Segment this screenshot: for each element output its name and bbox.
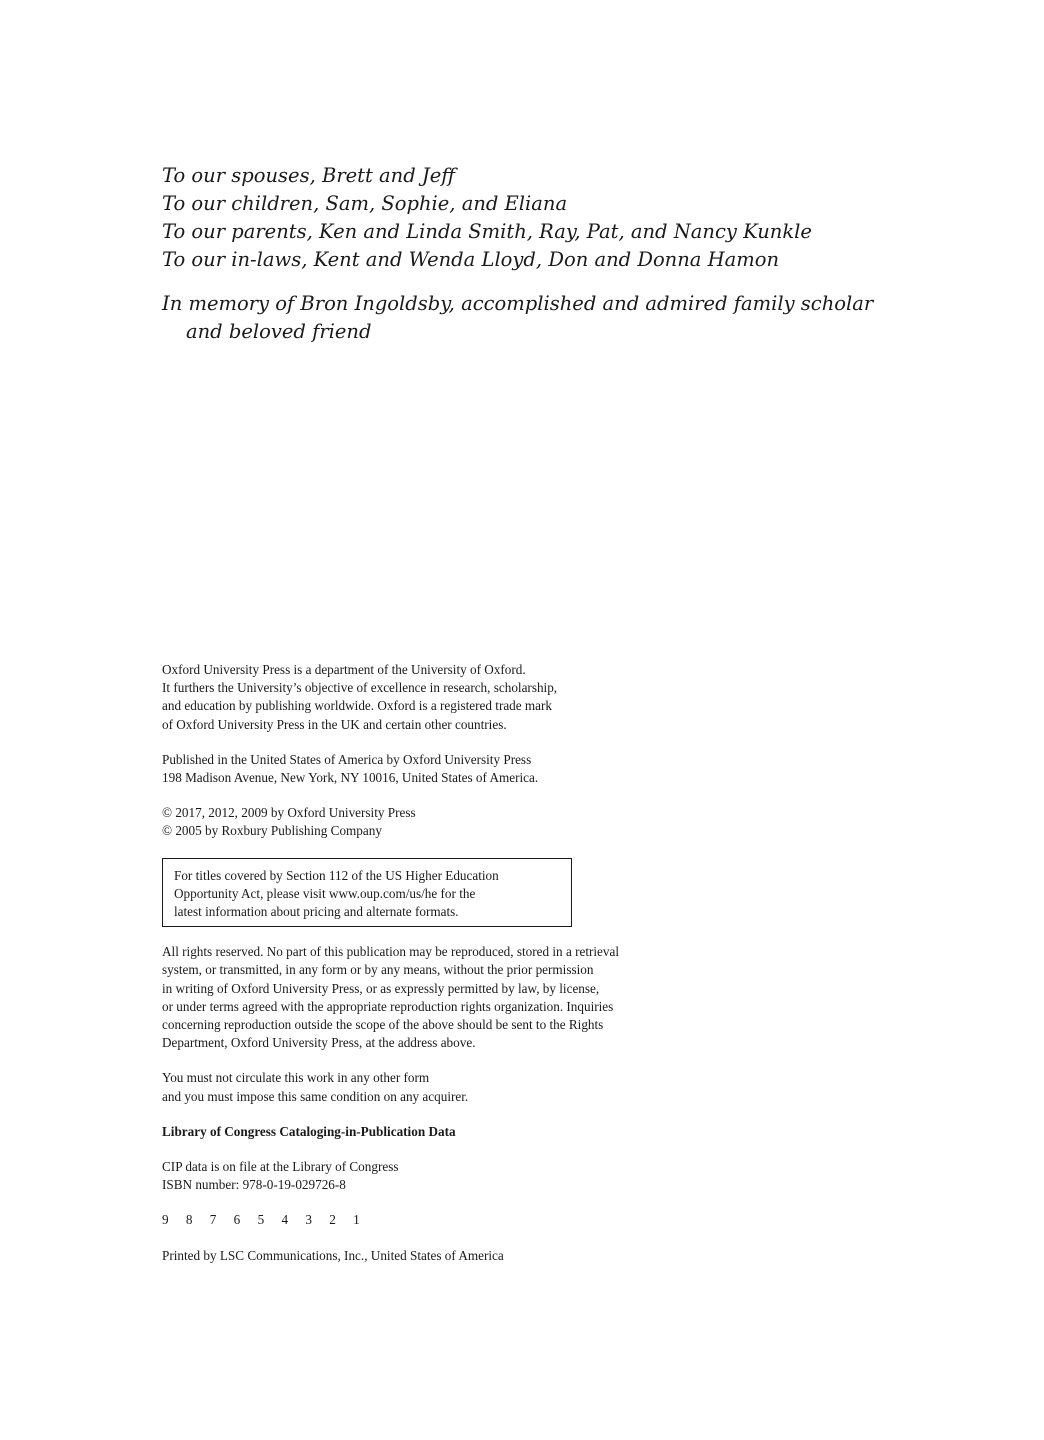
- rights-reserved: All rights reserved. No part of this publication may be reproduced, stored in a retrieval system, or transmitted, in any form or by any means, without the prior permission in writing of Oxford University Press, or as expressly permitted by law, by license, or under terms agreed with the appropriate reproduction rights organization. Inquiries concerning reproduction outside the scope of the above should be sent to the Rights Department, Oxford University Press, at the address above.: [162, 944, 620, 1051]
- memorial-line: and beloved friend: [186, 320, 372, 343]
- copyright-block: [162, 661, 722, 1282]
- oup-statement: Oxford University Press is a department of the University of Oxford. It furthers the University’s objective of excellence in research, scholarship, and education by publishing worldwide. Oxford is a registered trade mark of Oxford University Press in the UK and certain other countries.: [162, 662, 558, 732]
- cip-heading: Library of Congress Cataloging-in-Publication Data: [162, 1123, 456, 1139]
- cip-info: CIP data is on file at the Library of Congress ISBN number: 978-0-19-029726-8: [162, 1159, 399, 1193]
- dedication-line: To our spouses, Brett and Jeff: [162, 164, 456, 187]
- published-by: Published in the United States of America by Oxford University Press 198 Madison Avenue, New York, NY 10016, United States of America.: [162, 751, 539, 786]
- memorial-dedication: [162, 290, 874, 346]
- dedication-line: To our parents, Ken and Linda Smith, Ray, Pat, and Nancy Kunkle: [162, 220, 812, 243]
- dedication: [162, 162, 874, 346]
- printing-line: 9 8 7 6 5 4 3 2 1: [162, 1212, 367, 1228]
- printer-credit: Printed by LSC Communications, Inc., United States of America: [162, 1247, 504, 1263]
- higher-education-notice-box: For titles covered by Section 112 of the US Higher Education Opportunity Act, please visit www.oup.com/us/he for the latest information about pricing and alternate formats.: [162, 858, 572, 928]
- dedication-line: To our in-laws, Kent and Wenda Lloyd, Don and Donna Hamon: [162, 248, 780, 271]
- dedication-line: To our children, Sam, Sophie, and Eliana: [162, 192, 568, 215]
- circulation-notice: You must not circulate this work in any other form and you must impose this same condition on any acquirer.: [162, 1070, 469, 1104]
- copyright-notices: © 2017, 2012, 2009 by Oxford University Press © 2005 by Roxbury Publishing Company: [162, 805, 416, 839]
- memorial-line: In memory of Bron Ingoldsby, accomplished and admired family scholar: [162, 292, 874, 315]
